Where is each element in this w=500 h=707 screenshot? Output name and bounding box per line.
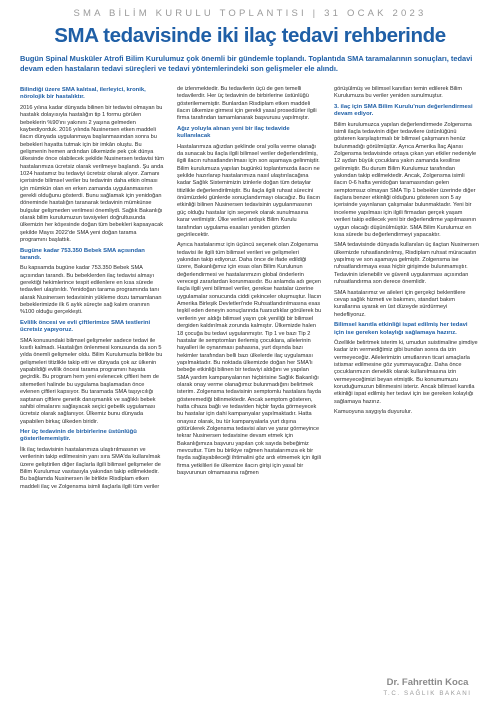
- subheading: 3. ilaç için SMA Bilim Kurulu'nun değerlendirmesi devam ediyor.: [334, 103, 473, 118]
- body-paragraph: Özellikle belirtmek isterim ki, umudun suistimaline şimdiye kadar izin vermediğimiz gibi bundan sonra da izin vermeyeceğiz. Ailelerimizin umutlarının ticari amaçlarla istismar edilmesine göz yummayacağız. Daha önce çocuklarımızın deneklik olarak kullanılmasına izin vermeyeceğimizi beyan etmiştik. Bu konumumuzu koruduğumuzun bilinmesini isteriz. Ancak bilimsel kanıtla etkinliği ispat edilmiş her tedavi için ise gereken kolaylığı sağlamaya hazırız.: [334, 340, 478, 405]
- page-headline: SMA tedavisinde iki ilaç tedavi rehberinde: [54, 24, 446, 47]
- lead-paragraph: Bugün Spinal Musküler Atrofi Bilim Kurulumuz çok önemli bir gündemle toplandı. Toplantıda SMA taramalarının sonuçları, tedavi devam eden hastaların tedavi süreçleri ve tedavi yöntemlerindeki son gelişmeler ele alındı.: [20, 54, 473, 73]
- body-paragraph: SMA tedavisinde dünyada kullanılan üç ilaçtan Nusinersen ülkemizde ruhsatlandırılmış, Risdiplam ruhsat müracaatın yapılmış ve son aşamaya gelmiştir. Zolgensma ise ruhsatlandırmaya esas hiçbir girişimde bulunmamıştır. Tedavinin izlenebilir ve güvenli uygulanması açısından ruhsatlandırma son derece önemlidir.: [334, 242, 479, 286]
- article-columns: [20, 86, 480, 676]
- body-paragraph: görüşülmüş ve bilimsel kanıtları temin edilerek Bilim Kurulumuza bu veriler yeniden sunulmuştur.: [334, 86, 463, 100]
- body-paragraph: Bu kapsamda bugüne kadar 753.350 Bebek SMA açısından tarandı. Bu bebeklerden ilaç tedavisi almayı gerektiği hekimlerince tespit edilenlere en kısa sürede tedavileri ulaştırıldı. Yenidoğan tarama programında tanı alarak Nusinersen tedavisinin yükleme dozu tamamlanan bebeklerimizde ilk 6 aylık süreçte sağ kalım oranının %100 olduğu gerçekleşti.: [20, 265, 162, 316]
- signature-name: Dr. Fahrettin Koca: [386, 677, 469, 688]
- column-3: [334, 86, 479, 676]
- subheading: Bilimsel kanıtla etkinliği ispat edilmiş her tedavi için ise gereken kolaylığı sağlamaya hazırız.: [334, 322, 468, 336]
- column-1: [20, 86, 165, 676]
- meeting-topline: SMA BİLİM KURULU TOPLANTISI | 31 OCAK 2023: [73, 8, 427, 19]
- body-paragraph: 2016 yılına kadar dünyada bilinen bir tedavisi olmayan bu hastalık dolayısıyla hastalığın tip 1 formu görülen bebeklerin %90'ını yakınını 2 yaşına gelmeden kaybediyorduk. 2016 yılında Nusinersen etken maddeli ilacın dünyada uygulanmaya başlanmasından sonra bu bebekleri hayatta tutmak için bir imkân oluştu. Bu gelişmenin hemen ardından ülkemizde pek çok dünya ülkesinde önce olabilecek şekilde Nusinersen tedavisi tüm hastalarımıza ücretsiz olarak verilmeye başlandı. Şu anda 1024 hastamız bu tedaviyi ücretsiz olarak alıyor. Zamanı içerisinde bilimsel veriler bu tedavinin daha etkin olması için mümkün olan en erken zamanda uygulanmasının gerekli olduğunu gösterdi. Bunu sağlamak için yenidoğan döneminde hastalığın taranarak tedavinin mümkünse bulgular gelişmeden verilmesi önemliydi. Sağlık Bakanlığı olarak bilim kurulumuzun tavsiyeleri doğrultusunda ülkemizin her köşesinde doğan tüm bebekleri kapsayacak şekilde Mayıs 2022'de SMA yeni doğan tarama programını başlattık.: [20, 104, 164, 243]
- closing-line: Kamuoyuna saygıyla duyurulur.: [334, 409, 413, 416]
- column-2: [177, 86, 322, 676]
- body-paragraph: de izlenmektedir. Bu tedavilerin üçü de gen temelli tedavilerdir. Her üç tedavinin de birbirlerine üstünlüğü gösterilememiştir. Bunlardan Risdiplam etken maddeli ilacın ülkemize girmesi için gerekli yasal prosedürler ilgili firma tarafından tamamlanarak başvurusu yapılmıştır.: [177, 86, 317, 122]
- subheading: Ağız yoluyla alınan yeni bir ilaç tedavide kullanılacak: [177, 125, 290, 140]
- subheading: Bilindiği üzere SMA kalıtsal, ilerleyici, kronik, nörolojik bir hastalıktır.: [20, 87, 146, 101]
- signature-title: T.C. SAĞLIK BAKANI: [383, 690, 472, 697]
- body-paragraph: SMA hastalarımız ve aileleri için gerçekçi beklentilere cevap sağlık hizmeti ve bakımını, standart bakım kurallarına uyarak en üst düzeyde sürdürmeyi hedefliyoruz.: [334, 289, 466, 318]
- body-paragraph: Bilim kurulumuzca yapılan değerlendirmede Zolgensma isimli ilaçla tedavinin diğer tedavilere üstünlüğünü gösteren karşılaştırmalı bir bilimsel çalışmanın henüz bulunmadığı görülmüştür. Ayrıca Amerika İlaç Ajansı Zolgensma tedavisinde ortaya çıkan yan etkiler nedeniyle 12 aydan büyük çocuklara yakın zamanda kesilirse gelinmiştir. Bu durum Bilim Kurulumuz tarafından yakından takip edilmektedir. Ancak, Zolgensma isimli ilacın 0-6 hafta yenidoğan taramasından gelen semptomsuz olmayan SMA Tip 1 bebekler üzerinde diğer ilaçlara benzer etkinliği olduğunu gösteren son 5 ay içerisinde yayınlanan çalışmalar bulunmaktadır. Yeni bir inceleme yapılması için ilgili firmadan gerçek yaşam verileri takip edilecek yeni bir değerlendirme yapılmasının uygun olacağı düşünülmüştür. SMA Bilim Kurulumuz en kısa sürede bu değerlendirmeyi yapacaktır.: [334, 121, 477, 238]
- body-paragraph: Ayrıca hastalarımız için üçüncü seçenek olan Zolgensma tedavisi ile ilgili tüm bilimsel verileri ve gelişmeleri yakından takip ediyoruz. Daha önce de ifade edildiği üzere, Bakanlığımız için esas olan Bilim Kurulunun değerlendirmesi ve hastalarımızın global önderlerin verecegi zararlardan korunmasıdır. Bu anlamda adı geçen ilaçla ilgili yeni bilimsel veriler, gerekse hastalar üzerine uygulamalar sonucunda ciddi çekinceler oluşmuştur. İlacın Amerika Birleşik Devletleri'nde Ruhsatlandırılmasına esas teşkil eden deneyin sonuçlarında fuarsızlıklar görülerek bu verilerin yer aldığı bilimsel yayın çok yeniliği bir bilimsel dergiden kaldırılmak zorunda kalmıştır. Ülkemizde halen 18 çocuğa bu tedavi uygulanmıştır. Tip 1 ve bazı Tip 2 hastalar ile semptomları ilerlemiş çocuklara, ailelerinin hayalleri ile oynanması pahasına, yurt dışında bazı hekimler tarafından belli bazı ülkelerde ilaç uygulaması yapılmaktadır. Bu noktada ülkemizde doğan her SMA'lı bebeğe etkinliği bilinen bir tedaviyi aldığını ve yapılan SMA yardım kampanyalarının hiçbirisine Sağlık Bakanlığı olarak onay verme olanağımız bulunmadığını belirtmek isterim. Zolgensma tedavisinin semptomlu hastalara fayda gösteremediği bilinmektedir. Ancak semptom gösteren, hatta cihaza bağlı ve tedaviden hiçbir fayda görmeyecek bu hastalar için dahi kampanyalar yapılmaktadır. Hatta onaysız olarak, bu tür kampanyalarla yurt dışına götürülerek Zolgensma tedavisi alan ve yarar görmeyince tekrar Nusinersen tedavisine devam etmek için Bakanlığımıza başvuru yapılan çok sayıda bebeğimiz mevcuttur. Tüm bu birikiye rağmen hastalarımıza ek bir fayda sağlayabileceği ihtimalini göz ardı etmemek için ilgili firma yetkilileri ile ülkemize ilacın girişi için yasal bir başvurunun olmamasına rağmen: [177, 242, 322, 477]
- body-paragraph: Hastalarımıza ağızdan şeklinde oral yolla verme olanağı da sunacak bu ilaçla ilgili bilimsel veriler değerlendirilmiş, ilgili ilacın ruhsatlandırılması için son aşamaya gelinmiştir. Bilim kurulumuza yapılan bugünkü toplantımızda ilacın ne şekilde hazırlanıp hastalarımıza nasıl ulaştırılacağına kadar Sağlık Sistemimizin izinlerle doğan tüm detaylar titizlikle değerlendirilmiştir. Bu ilaçla ilgili ruhsat sürecini önümüzdeki günlerde sonuçlandırmayı olacağız. Bu ilacın etkinliği bilinen Nusinersen tedavisinin uygulanmasının güç olduğu hastalar için seçenek olarak sunulmasına karar verilmiştir. Ülke verileri ardışık Bilim Kurulu tarafından uygulama esasları yeniden gözden geçirilecektir.: [177, 143, 321, 238]
- subheading: Evlilik öncesi ve evli çiftlerimize SMA testlerini ücretsiz yapıyoruz.: [20, 319, 151, 334]
- body-paragraph: SMA konusundaki bilimsel gelişmeler sadece tedavi ile kısıtlı kalmadı. Hastalığın önlenmesi konusunda da son 5 yılda önemli gelişmeler oldu. Bilim Kurulumuzla birlikte bu gelişmeleri titizlikle takip etti ve dünyada çok az ülkenin yapabildiği evlilik öncesi tarama programını hayata geçirdik. Bu program hem yeni evlenecek çiftleri hem de sitemetleri halinde bu uygulama başlamadan önce evlenen çiftleri kapsıyor. Bu taramada SMA taşıyıcılığı saptanan çiftlere genetik danışmanlık ve sağlıklı bebek sahibi olmalarını sağlayacak seçici gebelik uygulaması ücretsiz olarak sağlanıyor. Ülkemiz bunu dünyada yapabilen birkaç ülkeden biridir.: [20, 337, 163, 425]
- subheading: Bugüne kadar 753.350 Bebek SMA açısından tarandı.: [20, 247, 145, 261]
- body-paragraph: İlk ilaç tedavisinin hastalarımıza ulaştırılmasının ve verilerinin takip edilmesinin yanı sıra SMA'da kullanılmak üzere geliştirilen diğer ilaçlarla ilgili bilimsel gelişmeler de Bilim Kurulumuz vasıtasıyla yakından takip edilmektedir. Bu bağlamda Nusinersen ile birlikte Risdiplam etken maddeli ilaç ve Zolgensma isimli ilaçlarla ilgili tüm veriler: [20, 446, 161, 490]
- subheading: Her üç tedavinin de birbirlerine üstünlüğü gösterilememiştir.: [20, 429, 137, 443]
